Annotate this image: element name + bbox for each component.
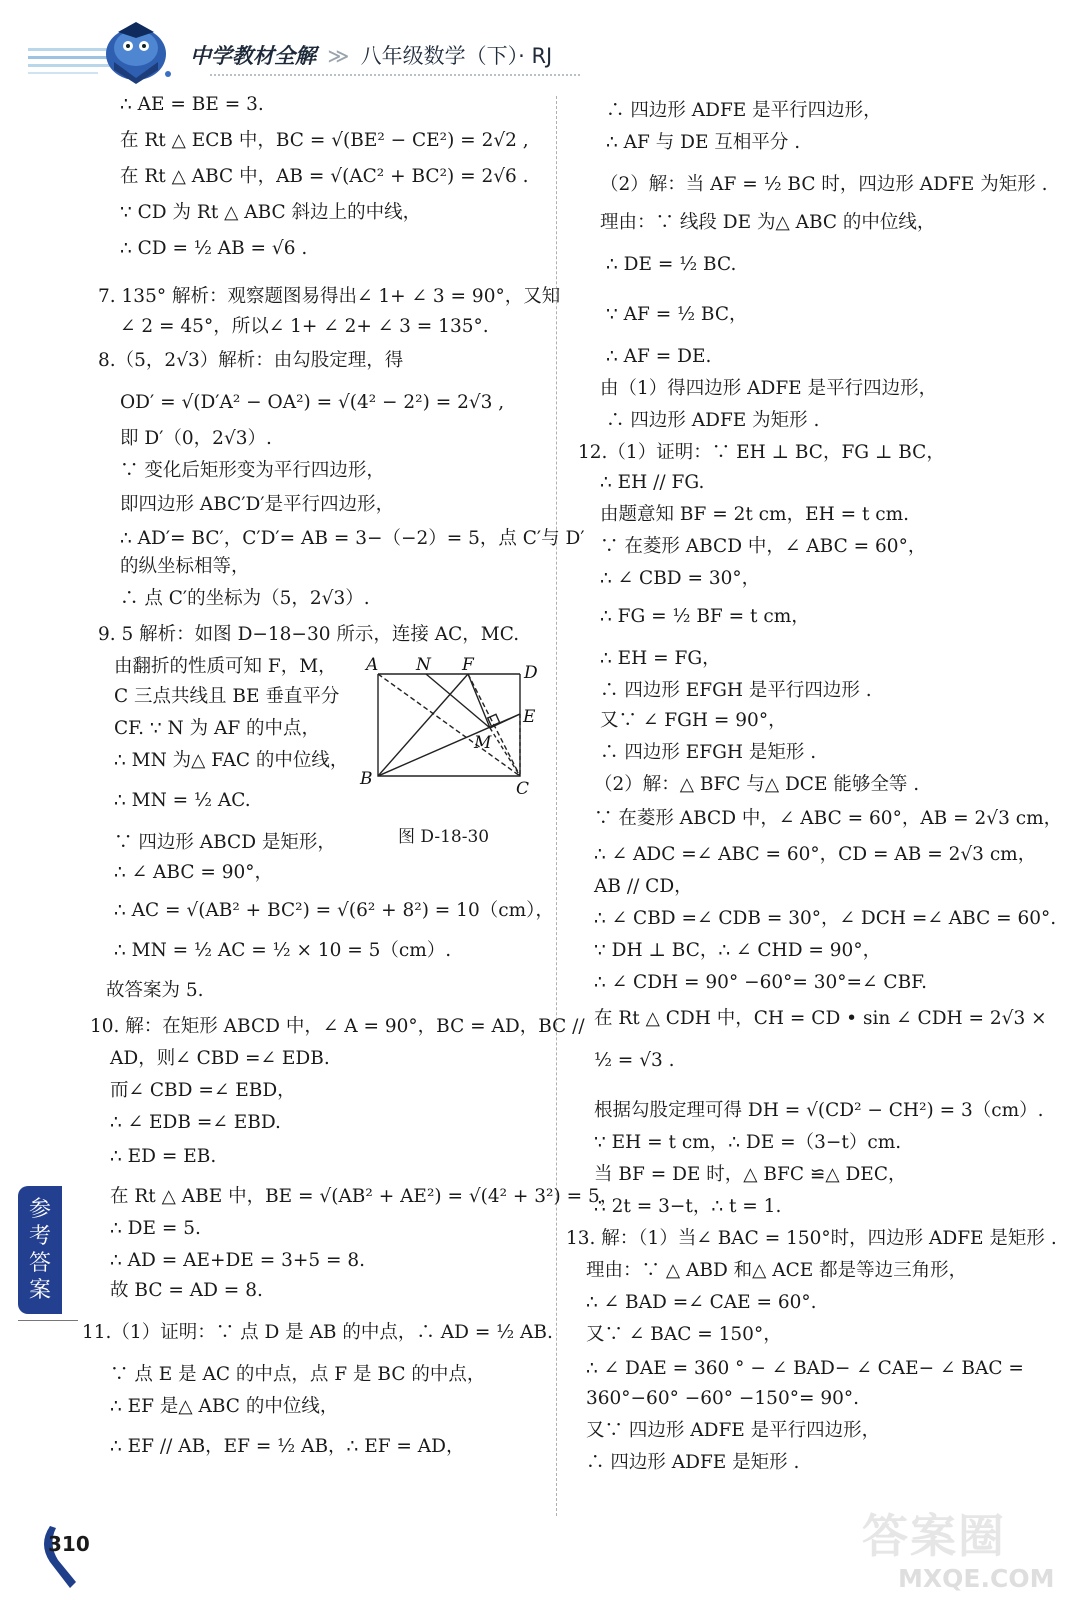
text-line: ∴ 四边形 ADFE 是矩形 . (586, 1452, 800, 1473)
mascot-logo-icon (98, 18, 178, 88)
text-line: （2）解：当 AF = ½ BC 时，四边形 ADFE 为矩形 . (600, 174, 1048, 195)
text-line: 故 BC = AD = 8. (110, 1280, 263, 1301)
text-line: ∴ 四边形 ADFE 为矩形 . (606, 410, 820, 431)
header-title (190, 40, 552, 70)
text-line: 10. 解：在矩形 ABCD 中，∠ A = 90°，BC = AD，BC // (90, 1016, 585, 1037)
tab-rule (18, 1320, 78, 1321)
text-line: ∴ AC = √(AB² + BC²) = √(6² + 8²) = 10（cm）， (114, 900, 554, 921)
reference-answers-tab (18, 1186, 62, 1314)
text-line: ∴ AF = DE. (606, 346, 712, 367)
text-line: 的纵坐标相等， (120, 556, 250, 577)
text-line: ∴ MN 为△ FAC 的中位线， (114, 750, 349, 771)
text-line: ∴ ED = EB. (110, 1146, 217, 1167)
text-line: ∴ CD = ½ AB = √6 . (120, 238, 308, 259)
text-line: ½ = √3 . (594, 1050, 675, 1071)
point-label-f: F (462, 655, 474, 675)
watermark-top: 答案圈 (862, 1509, 1006, 1563)
text-line: ∴ 四边形 ADFE 是平行四边形， (606, 100, 882, 121)
text-line: ∴ MN = ½ AC. (114, 790, 251, 811)
text-line: 由翻折的性质可知 F，M， (114, 656, 337, 677)
text-line: 9. 5 解析：如图 D−18−30 所示，连接 AC，MC. (98, 624, 520, 645)
text-line: ∴ EF // AB，EF = ½ AB，∴ EF = AD， (110, 1436, 465, 1457)
text-line: ∴ EH // FG. (600, 472, 705, 493)
text-line: ∴ AD = AE+DE = 3+5 = 8. (110, 1250, 366, 1271)
point-label-c: C (516, 779, 530, 799)
text-line: 而∠ CBD =∠ EBD， (110, 1080, 296, 1101)
text-line: 由（1）得四边形 ADFE 是平行四边形， (600, 378, 938, 399)
text-line: ∵ 四边形 ABCD 是矩形， (114, 832, 336, 853)
text-line: ∴ ∠ CDH = 90° −60°= 30°=∠ CBF. (594, 972, 928, 993)
side-tab-label: 参考答案 (28, 1197, 51, 1303)
text-line: 在 Rt △ CDH 中，CH = CD • sin ∠ CDH = 2√3 × (594, 1008, 1047, 1029)
text-line: ∴ ∠ CBD =∠ CDB = 30°，∠ DCH =∠ ABC = 60°. (594, 908, 1057, 929)
page-header (0, 0, 1075, 86)
text-line: 故答案为 5. (106, 980, 204, 1001)
text-line: ∴ ∠ ABC = 90°， (114, 862, 274, 883)
text-line: 11.（1）证明：∵ 点 D 是 AB 的中点，∴ AD = ½ AB. (82, 1322, 553, 1343)
text-line: ∵ 变化后矩形变为平行四边形， (120, 460, 385, 481)
text-line: ∴ ∠ CBD = 30°， (600, 568, 761, 589)
text-line: 在 Rt △ ECB 中，BC = √(BE² − CE²) = 2√2 , (120, 130, 529, 151)
text-line: 又∵ 四边形 ADFE 是平行四边形， (586, 1420, 881, 1441)
point-label-e: E (523, 707, 536, 727)
text-line: 理由：∵ △ ABD 和△ ACE 都是等边三角形， (586, 1260, 968, 1281)
text-line: ∴ MN = ½ AC = ½ × 10 = 5（cm）. (114, 940, 452, 961)
point-label-n: N (416, 655, 431, 675)
text-line: ∴ ∠ BAD =∠ CAE = 60°. (586, 1292, 817, 1313)
header-separator: ≫ (327, 44, 350, 68)
text-line: 8.（5，2√3）解析：由勾股定理，得 (98, 350, 404, 371)
text-line: ∠ 2 = 45°，所以∠ 1+ ∠ 2+ ∠ 3 = 135°. (120, 316, 489, 337)
page-number: 310 (48, 1532, 90, 1556)
text-line: ∴ 点 C′的坐标为（5，2√3）. (120, 588, 370, 609)
text-line: ∴ AF 与 DE 互相平分 . (606, 132, 801, 153)
text-line: ∵ 点 E 是 AC 的中点，点 F 是 BC 的中点， (110, 1364, 486, 1385)
text-line: ∴ ∠ DAE = 360 ° − ∠ BAD− ∠ CAE− ∠ BAC = (586, 1358, 1024, 1379)
text-line: 360°−60° −60° −150°= 90°. (586, 1388, 860, 1409)
text-line: 当 BF = DE 时，△ BFC ≌△ DEC， (594, 1164, 907, 1185)
text-line: 12.（1）证明：∵ EH ⊥ BC，FG ⊥ BC， (578, 442, 945, 463)
text-line: ∵ DH ⊥ BC，∴ ∠ CHD = 90°， (594, 940, 882, 961)
text-line: C 三点共线且 BE 垂直平分 (114, 686, 340, 707)
text-line: ∴ EH = FG， (600, 648, 721, 669)
text-line: ∵ 在菱形 ABCD 中，∠ ABC = 60°，AB = 2√3 cm， (594, 808, 1063, 829)
text-line: ∵ 在菱形 ABCD 中，∠ ABC = 60°， (600, 536, 927, 557)
text-line: ∴ FG = ½ BF = t cm， (600, 606, 810, 627)
text-line: 13. 解：（1）当∠ BAC = 150°时，四边形 ADFE 是矩形 . (566, 1228, 1057, 1249)
text-line: 7. 135° 解析：观察题图易得出∠ 1+ ∠ 3 = 90°，又知 (98, 286, 561, 307)
text-line: ∴ EF 是△ ABC 的中位线， (110, 1396, 339, 1417)
text-line: （2）解：△ BFC 与△ DCE 能够全等 . (594, 774, 920, 795)
text-line: 即 D′（0，2√3）. (120, 428, 272, 449)
text-line: ∴ DE = 5. (110, 1218, 201, 1239)
text-line: 理由：∵ 线段 DE 为△ ABC 的中位线， (600, 212, 936, 233)
text-line: ∴ 四边形 EFGH 是平行四边形 . (600, 680, 872, 701)
text-line: ∵ EH = t cm，∴ DE =（3−t）cm. (594, 1132, 902, 1153)
text-line: 又∵ ∠ FGH = 90°， (600, 710, 787, 731)
point-label-m: M (474, 733, 492, 753)
text-line: AB // CD， (594, 876, 693, 897)
figure-caption: 图 D-18-30 (398, 827, 490, 847)
book-title: 中学教材全解 (190, 44, 316, 68)
text-line: 根据勾股定理可得 DH = √(CD² − CH²) = 3（cm）. (594, 1100, 1044, 1121)
text-line: ∴ ∠ EDB =∠ EBD. (110, 1112, 281, 1133)
text-line: ∴ AD′= BC′，C′D′= AB = 3−（−2）= 5，点 C′与 D′ (120, 528, 585, 549)
text-line: 在 Rt △ ABC 中，AB = √(AC² + BC²) = 2√6 . (120, 166, 529, 187)
book-subtitle: 八年级数学（下）· RJ (360, 44, 553, 68)
text-line: ∴ ∠ ADC =∠ ABC = 60°，CD = AB = 2√3 cm， (594, 844, 1037, 865)
point-label-b: B (360, 769, 373, 789)
text-line: ∴ DE = ½ BC. (606, 254, 737, 275)
text-line: 即四边形 ABC′D′是平行四边形， (120, 494, 395, 515)
text-line: 在 Rt △ ABE 中，BE = √(AB² + AE²) = √(4² + 3²) = 5， (110, 1186, 619, 1207)
text-line: 由题意知 BF = 2t cm，EH = t cm. (600, 504, 910, 525)
text-line: OD′ = √(D′A² − OA²) = √(4² − 2²) = 2√3 , (120, 392, 505, 413)
watermark-logo (862, 1500, 1062, 1596)
text-line: ∵ AF = ½ BC， (606, 304, 748, 325)
watermark-url: MXQE.COM (898, 1564, 1055, 1593)
point-label-d: D (524, 663, 538, 683)
text-line: CF. ∵ N 为 AF 的中点， (114, 718, 321, 739)
text-line: ∵ CD 为 Rt △ ABC 斜边上的中线， (120, 202, 422, 223)
figure-d-18-30 (352, 648, 552, 838)
text-line: ∴ 四边形 EFGH 是矩形 . (600, 742, 817, 763)
point-label-a: A (366, 655, 379, 675)
text-line: ∴ 2t = 3−t，∴ t = 1. (594, 1196, 782, 1217)
text-line: AD，则∠ CBD =∠ EDB. (110, 1048, 330, 1069)
text-line: 又∵ ∠ BAC = 150°， (586, 1324, 782, 1345)
text-line: ∴ AE = BE = 3. (120, 94, 264, 115)
header-dotted-rule (210, 74, 580, 76)
